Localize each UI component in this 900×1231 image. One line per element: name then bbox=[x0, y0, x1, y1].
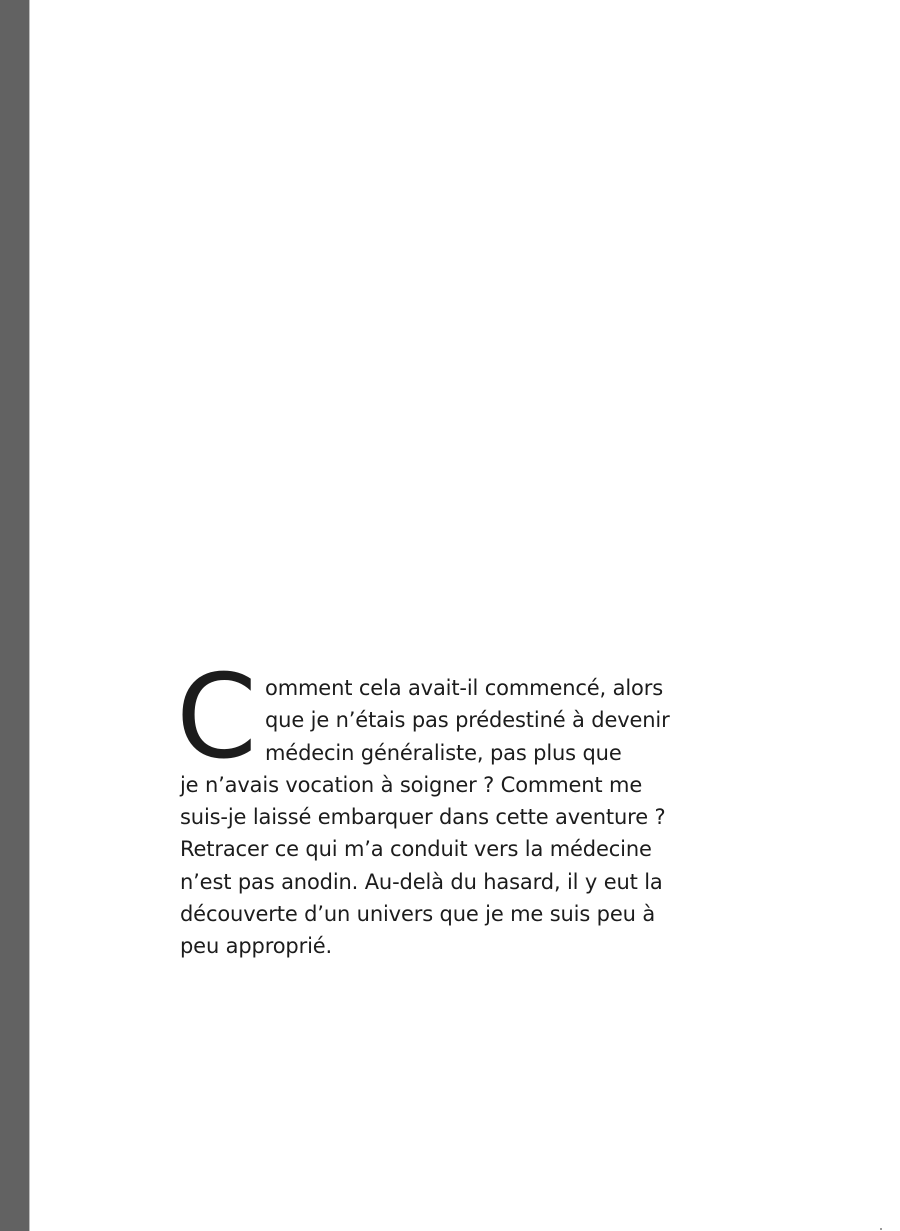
paragraph-line-2: que je n’étais pas prédestiné à devenir bbox=[265, 708, 670, 733]
paragraph-line-1: omment cela avait-il commencé, alors bbox=[265, 676, 663, 700]
paragraph-line-7: n’est pas anodin. Au-delà du hasard, il y eut la bbox=[180, 869, 663, 894]
paragraph-line-6: Retracer ce qui m’a conduit vers la médecine bbox=[180, 837, 652, 862]
page-spine-shadow bbox=[0, 0, 29, 1231]
opening-paragraph bbox=[176, 650, 740, 963]
paragraph-line-9: peu approprié. bbox=[180, 934, 333, 959]
scan-artifact-mark bbox=[880, 1228, 882, 1230]
paragraph-line-5: suis-je laissé embarquer dans cette aventure ? bbox=[180, 805, 666, 830]
paragraph-line-8: découverte d’un univers que je me suis peu à bbox=[180, 902, 656, 927]
paragraph-line-4: je n’avais vocation à soigner ? Comment me bbox=[180, 772, 643, 797]
page-spine-edge bbox=[29, 0, 30, 1231]
paragraph-line-3: médecin généraliste, pas plus que bbox=[265, 740, 622, 765]
drop-cap: C bbox=[176, 650, 257, 785]
